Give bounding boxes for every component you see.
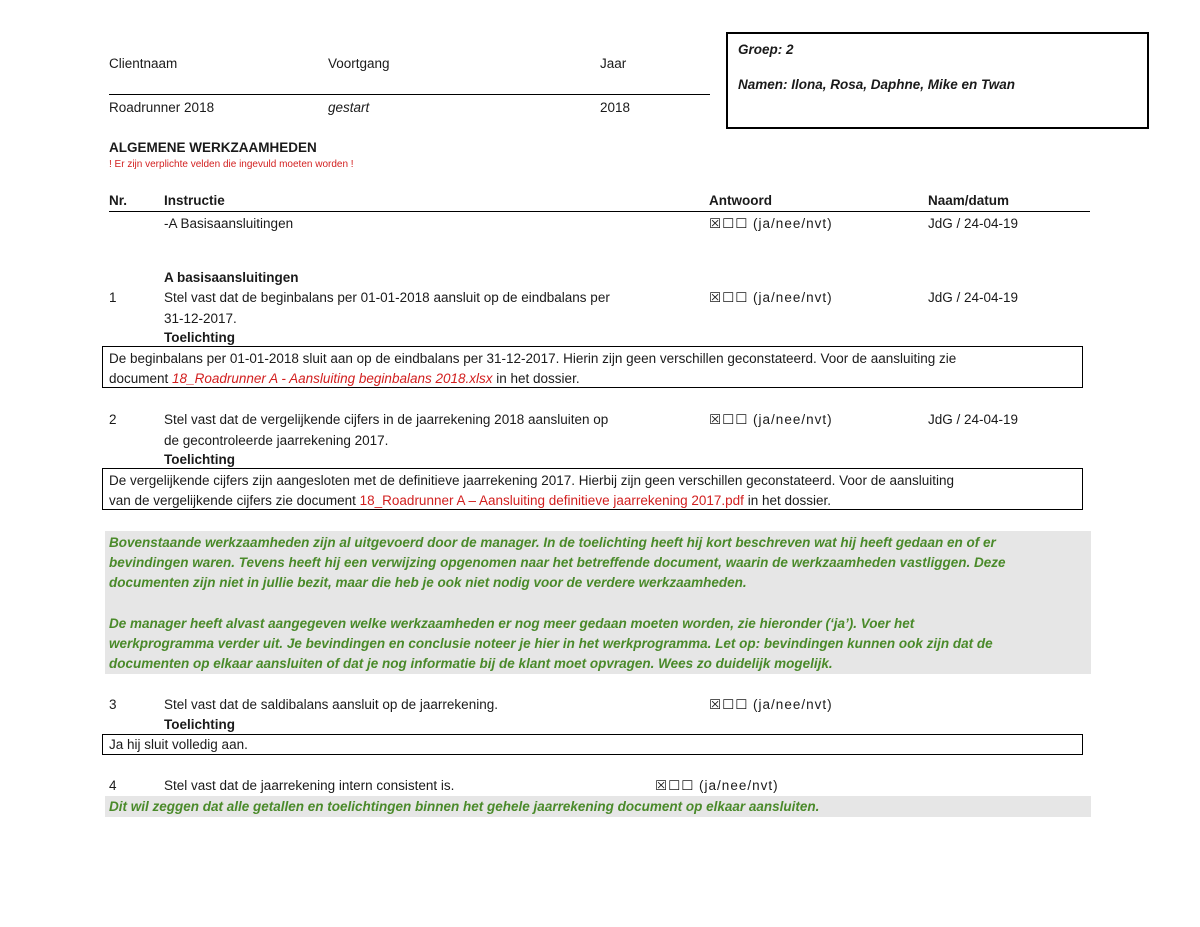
- row1-note-field[interactable]: [102, 346, 1083, 388]
- row2-note-field[interactable]: [102, 468, 1083, 510]
- row3-nr: 3: [109, 697, 117, 712]
- group-names: Namen: Ilona, Rosa, Daphne, Mike en Twan: [738, 77, 1016, 92]
- guidance-p2-line1: De manager heeft alvast aangegeven welke werkzaamheden er nog meer gedaan moeten worden, zie hieronder (‘ja’). Voer het: [109, 616, 915, 631]
- row1-instruction-line2: 31-12-2017.: [164, 311, 237, 326]
- row2-note-line1: De vergelijkende cijfers zijn aangesloten met de definitieve jaarrekening 2017. Hierbij zijn geen verschillen geconstateerd. Voor de aansluiting: [109, 473, 955, 488]
- row1-note-line2: [109, 369, 1076, 389]
- row2-note-line2: [109, 491, 1076, 511]
- progress-label: Voortgang: [328, 56, 390, 71]
- row1-note-suffix: in het dossier.: [492, 371, 580, 386]
- col-instruction: Instructie: [164, 193, 225, 208]
- header-divider: [109, 94, 710, 95]
- client-label: Clientnaam: [109, 56, 178, 71]
- row0-name-date: JdG / 24-04-19: [928, 216, 1019, 231]
- row2-name-date: JdG / 24-04-19: [928, 412, 1019, 427]
- row2-note-link[interactable]: 18_Roadrunner A – Aansluiting definitieve jaarrekening 2017.pdf: [359, 493, 744, 508]
- row2-instruction-line1: Stel vast dat de vergelijkende cijfers in de jaarrekening 2018 aansluiten op: [164, 412, 609, 427]
- row2-toelichting-label: Toelichting: [164, 452, 235, 467]
- guidance-p1-line2: bevindingen waren. Tevens heeft hij een verwijzing opgenomen naar het betreffende document, waarin de werkzaamheden vastliggen. Deze: [109, 555, 1006, 570]
- guidance-p2-line3: documenten op elkaar aansluiten of dat je nog informatie bij de klant moet opvragen. Wees zo duidelijk mogelijk.: [109, 656, 833, 671]
- guidance-p1-line1: Bovenstaande werkzaamheden zijn al uitgevoerd door de manager. In de toelichting heeft hij kort beschreven wat hij heeft gedaan en of er: [109, 535, 996, 550]
- col-nr: Nr.: [109, 193, 128, 208]
- table-head-divider: [109, 211, 1090, 212]
- row2-answer-checkboxes[interactable]: ☒☐☐ (ja/nee/nvt): [709, 412, 833, 427]
- year-value: 2018: [600, 100, 631, 115]
- guidance-p2-line2: werkprogramma verder uit. Je bevindingen en conclusie noteer je hier in het werkprogramma. Let op: bevindingen kunnen ook zijn dat de: [109, 636, 993, 651]
- row1-toelichting-label: Toelichting: [164, 330, 235, 345]
- client-value: Roadrunner 2018: [109, 100, 215, 115]
- row3-answer-checkboxes[interactable]: ☒☐☐ (ja/nee/nvt): [709, 697, 833, 712]
- row2-note-prefix: van de vergelijkende cijfers zie document: [109, 493, 360, 508]
- row4-instruction: Stel vast dat de jaarrekening intern consistent is.: [164, 778, 455, 793]
- row2-note-suffix: in het dossier.: [743, 493, 831, 508]
- row1-nr: 1: [109, 290, 117, 305]
- row4-hint: Dit wil zeggen dat alle getallen en toelichtingen binnen het gehele jaarrekening document op elkaar aansluiten.: [109, 799, 820, 814]
- required-warning: ! Er zijn verplichte velden die ingevuld moeten worden !: [109, 159, 354, 170]
- col-answer: Antwoord: [709, 193, 772, 208]
- row3-note: Ja hij sluit volledig aan.: [109, 737, 248, 752]
- row1-note-prefix: document: [109, 371, 173, 386]
- year-label: Jaar: [600, 56, 627, 71]
- row1-instruction-line1: Stel vast dat de beginbalans per 01-01-2018 aansluit op de eindbalans per: [164, 290, 610, 305]
- section-title: ALGEMENE WERKZAAMHEDEN: [109, 140, 317, 155]
- row2-instruction-line2: de gecontroleerde jaarrekening 2017.: [164, 433, 389, 448]
- row1-answer-checkboxes[interactable]: ☒☐☐ (ja/nee/nvt): [709, 290, 833, 305]
- row4-answer-checkboxes[interactable]: ☒☐☐ (ja/nee/nvt): [655, 778, 779, 793]
- row3-instruction: Stel vast dat de saldibalans aansluit op de jaarrekening.: [164, 697, 498, 712]
- row2-nr: 2: [109, 412, 117, 427]
- row3-note-field[interactable]: [102, 734, 1083, 755]
- row0-instruction: -A Basisaansluitingen: [164, 216, 294, 231]
- guidance-p1-line3: documenten zijn niet in jullie bezit, maar die heb je ook niet nodig voor de verdere werkzaamheden.: [109, 575, 747, 590]
- row4-nr: 4: [109, 778, 117, 793]
- row1-heading: A basisaansluitingen: [164, 270, 299, 285]
- group-label: Groep: 2: [738, 42, 794, 57]
- col-name-date: Naam/datum: [928, 193, 1010, 208]
- row1-note-line1: De beginbalans per 01-01-2018 sluit aan op de eindbalans per 31-12-2017. Hierin zijn geen verschillen geconstateerd. Voor de aansluiting zie: [109, 351, 957, 366]
- row1-name-date: JdG / 24-04-19: [928, 290, 1019, 305]
- row1-note-link[interactable]: 18_Roadrunner A - Aansluiting beginbalans 2018.xlsx: [172, 371, 493, 386]
- progress-value: gestart: [328, 100, 370, 115]
- group-box: [726, 32, 1149, 129]
- row3-toelichting-label: Toelichting: [164, 717, 235, 732]
- row0-answer-checkboxes[interactable]: ☒☐☐ (ja/nee/nvt): [709, 216, 833, 231]
- guidance-panel: [105, 531, 1091, 674]
